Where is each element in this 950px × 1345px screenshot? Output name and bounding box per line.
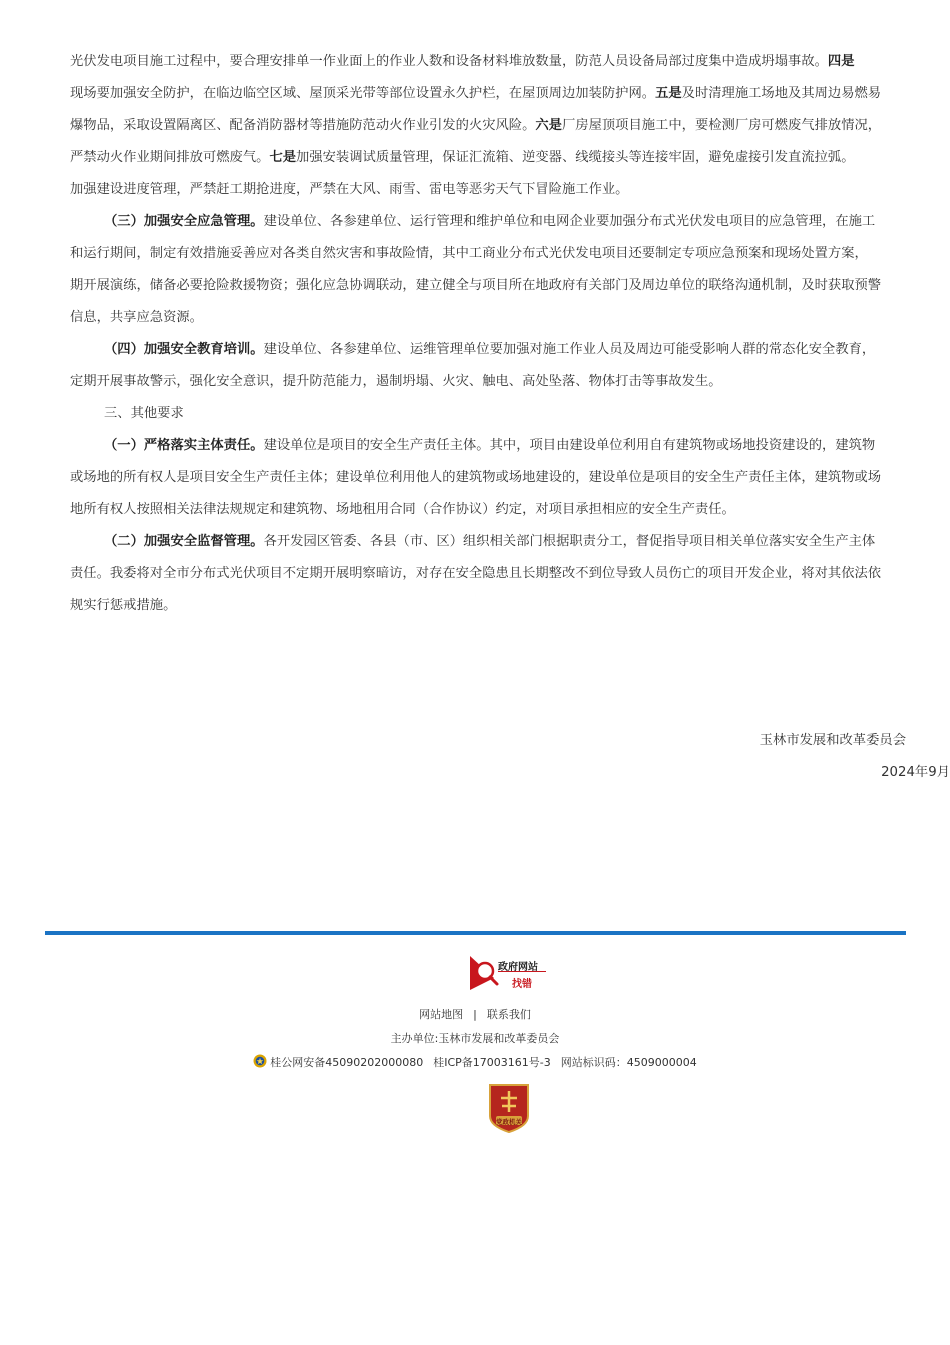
bold-run: 五是 <box>655 86 682 101</box>
text-run: 期开展演练，储备必要抢险救援物资；强化应急协调联动，建立健全与项目所在地政府有关部门及周边单位的联络沟通机制，及时获取预警 <box>70 278 882 293</box>
body-line <box>0 494 906 526</box>
sitemap-link[interactable]: 网站地图 <box>419 1008 464 1021</box>
text-run: 加强建设进度管理，严禁赶工期抢进度，严禁在大风、雨雪、雷电等恶劣天气下冒险施工作业。 <box>70 182 629 197</box>
icp-link[interactable]: 桂ICP备17003161号-3 <box>433 1056 551 1069</box>
body-line <box>0 334 906 366</box>
bold-run: （一）严格落实主体责任。 <box>104 438 264 453</box>
bold-run: 四是 <box>827 54 855 69</box>
body-line <box>0 398 906 430</box>
body-line <box>0 110 906 142</box>
signature-date: 2024年9月 <box>881 765 950 780</box>
body-line <box>0 238 906 270</box>
police-badge-icon <box>253 1054 267 1068</box>
body-line <box>0 46 906 78</box>
text-run: 地所有权人按照相关法律法规规定和建筑物、场地租用合同（合作协议）约定，对项目承担相应的安全生产责任。 <box>70 502 735 517</box>
body-line <box>0 366 906 398</box>
gov-site-error-badge[interactable] <box>468 954 552 994</box>
text-run: 和运行期间，制定有效措施妥善应对各类自然灾害和事故险情，其中工商业分布式光伏发电项目还要制定专项应急预案和现场处置方案， <box>70 246 868 261</box>
signature-org-row <box>0 728 906 758</box>
text-run: 及时清理施工场地及其周边易燃易 <box>681 86 882 101</box>
text-run: 三、其他要求 <box>104 406 184 421</box>
signature-date-row <box>0 760 950 790</box>
text-run: 建设单位是项目的安全生产责任主体。其中，项目由建设单位利用自有建筑物或场地投资建设的，建筑物 <box>263 438 876 453</box>
body-line <box>0 206 906 238</box>
signature-org: 玉林市发展和改革委员会 <box>759 733 906 748</box>
text-run: 各开发园区管委、各县（市、区）组织相关部门根据职责分工，督促指导项目相关单位落实安全生产主体 <box>263 534 876 549</box>
badge-subtitle: 找错 <box>512 979 532 990</box>
party-gov-emblem[interactable] <box>487 1082 531 1134</box>
bold-run: （四）加强安全教育培训。 <box>104 342 264 357</box>
link-separator: | <box>473 1008 477 1021</box>
party-gov-emblem-icon <box>487 1082 531 1134</box>
text-run: 严禁动火作业期间排放可燃废气。 <box>70 150 270 165</box>
badge-rule <box>498 971 546 972</box>
bold-run: （三）加强安全应急管理。 <box>104 214 264 229</box>
text-run: 建设单位、各参建单位、运行管理和维护单位和电网企业要加强分布式光伏发电项目的应急管理，在施工 <box>263 214 876 229</box>
body-line <box>0 462 906 494</box>
body-line <box>0 270 906 302</box>
text-run: 或场地的所有权人是项目安全生产责任主体；建设单位利用他人的建筑物或场地建设的，建设单位是项目的安全生产责任主体，建筑物或场 <box>70 470 882 485</box>
text-run: 信息，共享应急资源。 <box>70 310 203 325</box>
bold-run: 六是 <box>535 118 562 133</box>
text-run: 光伏发电项目施工过程中，要合理安排单一作业面上的作业人数和设备材料堆放数量，防范人员设备局部过度集中造成坍塌事故。 <box>70 54 828 69</box>
footer-divider <box>45 931 906 935</box>
police-record-link[interactable]: 桂公网安备45090202000080 <box>270 1056 424 1069</box>
contact-link[interactable]: 联系我们 <box>486 1008 531 1021</box>
badge-title: 政府网站 <box>498 962 538 973</box>
body-line <box>0 430 906 462</box>
bold-run: 七是 <box>269 150 297 165</box>
emblem-label: 党政机关 <box>496 1118 522 1126</box>
footer-links <box>0 1006 950 1024</box>
text-run: 加强安装调试质量管理，保证汇流箱、逆变器、线缆接头等连接牢固，避免虚接引发直流拉弧。 <box>296 150 855 165</box>
bold-run: （二）加强安全监督管理。 <box>104 534 264 549</box>
body-line <box>0 142 906 174</box>
text-run: 厂房屋顶项目施工中，要检测厂房可燃废气排放情况， <box>561 118 882 133</box>
body-line <box>0 78 906 110</box>
article-body <box>0 46 906 622</box>
body-line <box>0 590 906 622</box>
text-run: 爆物品，采取设置隔离区、配备消防器材等措施防范动火作业引发的火灾风险。 <box>70 118 536 133</box>
body-line <box>0 302 906 334</box>
footer-registration <box>0 1054 950 1072</box>
text-run: 建设单位、各参建单位、运维管理单位要加强对施工作业人员及周边可能受影响人群的常态化安全教育， <box>263 342 876 357</box>
site-id: 网站标识码：4509000004 <box>560 1056 697 1069</box>
text-run: 定期开展事故警示，强化安全意识，提升防范能力，遏制坍塌、火灾、触电、高处坠落、物体打击等事故发生。 <box>70 374 722 389</box>
text-run: 责任。我委将对全市分布式光伏项目不定期开展明察暗访，对存在安全隐患且长期整改不到位导致人员伤亡的项目开发企业，将对其依法依 <box>70 566 882 581</box>
text-run: 现场要加强安全防护，在临边临空区域、屋顶采光带等部位设置永久护栏，在屋顶周边加装防护网。 <box>70 86 656 101</box>
text-run: 规实行惩戒措施。 <box>70 598 177 613</box>
body-line <box>0 526 906 558</box>
body-line <box>0 174 906 206</box>
footer-host: 主办单位:玉林市发展和改革委员会 <box>390 1032 560 1045</box>
body-line <box>0 558 906 590</box>
